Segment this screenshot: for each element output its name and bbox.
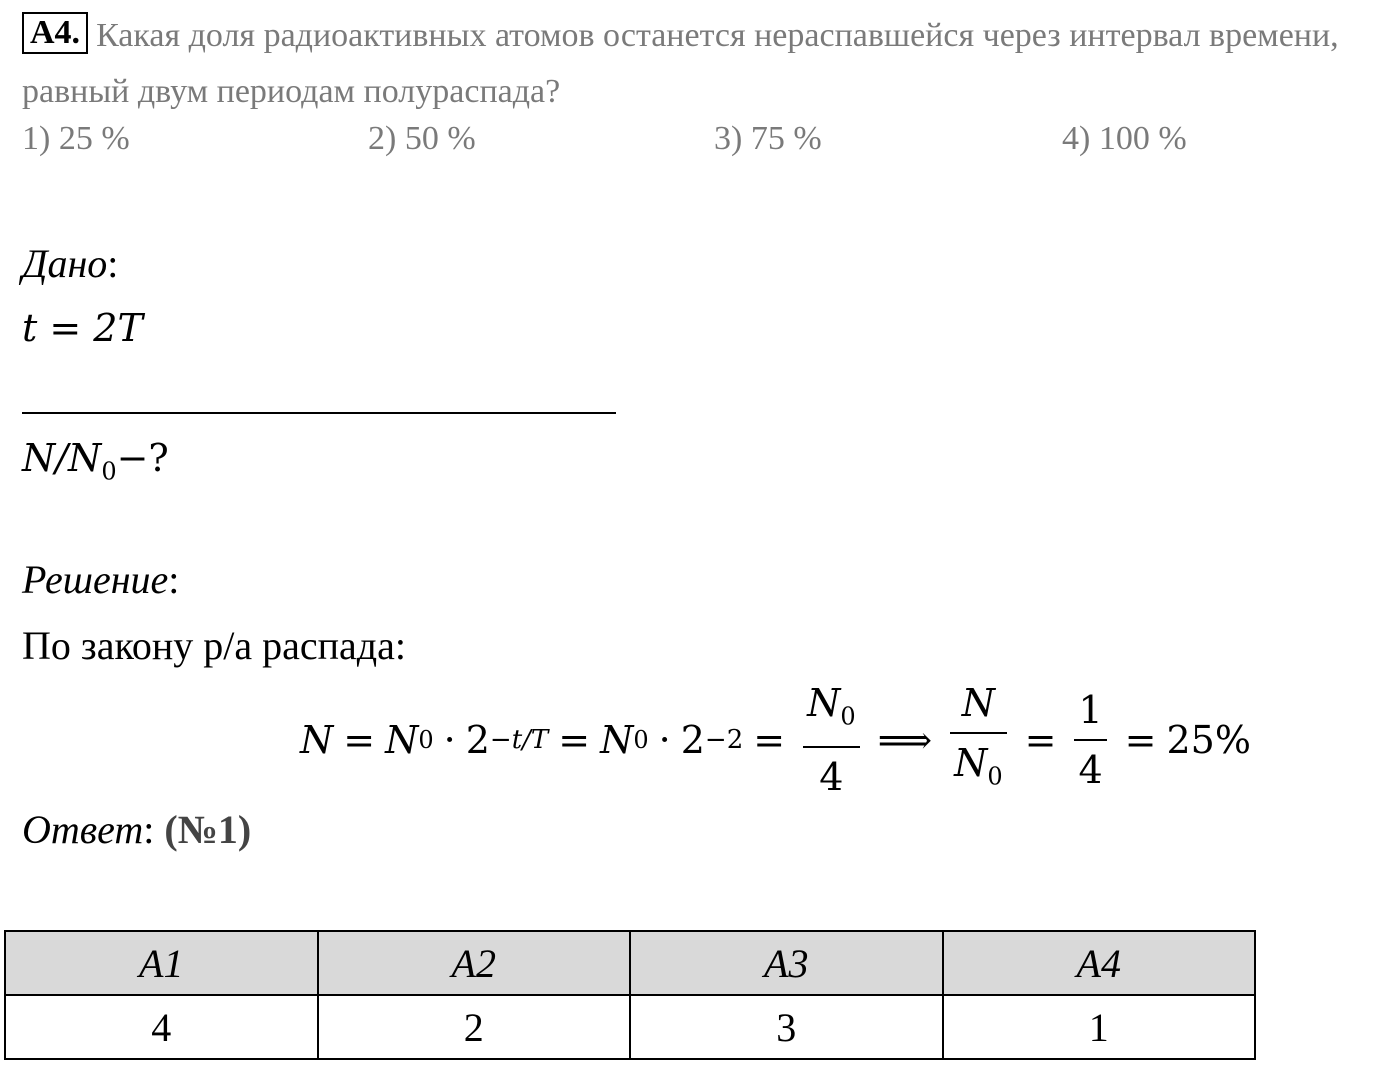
table-header-a1: A1 [5, 931, 318, 995]
frac1-numerator [803, 680, 860, 740]
question-text: Какая доля радиоактивных атомов останется нераспавшейся через интервал времени, равный двум периодам полураспада? [22, 17, 1339, 110]
option-3: 3) 75 % [714, 120, 822, 157]
answer-label: Ответ [22, 807, 144, 852]
solution-label-text: Решение [22, 557, 169, 602]
formula-n0b-sub: 0 [633, 726, 649, 754]
solution-label [22, 556, 179, 603]
answer-value: (№1) [164, 807, 252, 852]
solution-text: По закону р/а распада: [22, 623, 407, 668]
table-header-row [5, 931, 1255, 995]
fraction-1-over-4 [1074, 687, 1106, 793]
frac3-bar [1074, 739, 1106, 741]
frac3-numerator: 1 [1078, 688, 1103, 732]
fraction-n-over-n0 [950, 680, 1007, 800]
table-header-a4: A4 [943, 931, 1256, 995]
frac2-bar [950, 732, 1007, 734]
formula-n0b: N [600, 718, 634, 762]
frac3-denominator: 4 [1078, 748, 1103, 792]
option-4: 4) 100 % [1062, 120, 1187, 157]
formula-eq-2: = [558, 718, 591, 762]
table-cell-a1: 4 [5, 995, 318, 1059]
formula-dot-1: · [443, 718, 456, 762]
given-label [22, 240, 118, 287]
option-1: 1) 25 % [22, 120, 130, 157]
decay-formula: N = N 0 · 2 −t/T = N 0 · 2 −2 = $\frac{N_0}{4}$ ⟹ $\frac{N}{N_0}$ = $\frac{1}{4}$ = 25% [300, 681, 1251, 799]
table-row [5, 995, 1255, 1059]
frac2-den-sub: 0 [987, 762, 1003, 791]
table-cell-a2: 2 [318, 995, 631, 1059]
table-cell-a4: 1 [943, 995, 1256, 1059]
table-header-a3: A3 [630, 931, 943, 995]
find-tail: −? [116, 436, 169, 480]
formula-eq-4: = [1024, 718, 1057, 762]
answer-line [22, 806, 251, 853]
find-sub: 0 [101, 457, 117, 486]
frac1-num-n: N [807, 681, 841, 726]
formula-two-1: 2 [465, 718, 490, 762]
fraction-n0-over-4 [803, 680, 860, 800]
question-number: A4. [22, 12, 88, 54]
option-2: 2) 50 % [368, 120, 476, 157]
frac1-denominator: 4 [819, 754, 844, 799]
frac1-num-sub: 0 [840, 702, 856, 731]
given-colon: : [107, 241, 119, 286]
formula-dot-2: · [658, 718, 671, 762]
formula-eq-5: = [1124, 718, 1157, 762]
frac1-bar [803, 746, 860, 748]
formula-eq-3: = [753, 718, 786, 762]
find-expression [22, 436, 169, 486]
formula-two-2: 2 [680, 718, 705, 762]
formula-eq-1: = [343, 718, 376, 762]
frac2-den-n: N [954, 741, 988, 786]
formula-n0: N [385, 718, 419, 762]
answers-table [4, 930, 1256, 1060]
frac2-denominator [950, 740, 1007, 800]
formula-result: 25% [1166, 718, 1251, 762]
frac2-numerator: N [961, 681, 995, 726]
given-label-text: Дано [22, 241, 108, 286]
formula-n0-sub: 0 [418, 726, 434, 754]
formula-implies: ⟹ [877, 718, 933, 762]
answer-colon: : [143, 807, 165, 852]
question-block [22, 8, 1398, 120]
table-header-a2: A2 [318, 931, 631, 995]
given-equation: t = 2T [22, 306, 143, 350]
divider-line [22, 412, 616, 414]
solution-colon: : [168, 557, 180, 602]
formula-n: N [300, 718, 334, 762]
find-main: N/N [22, 436, 102, 480]
table-cell-a3: 3 [630, 995, 943, 1059]
